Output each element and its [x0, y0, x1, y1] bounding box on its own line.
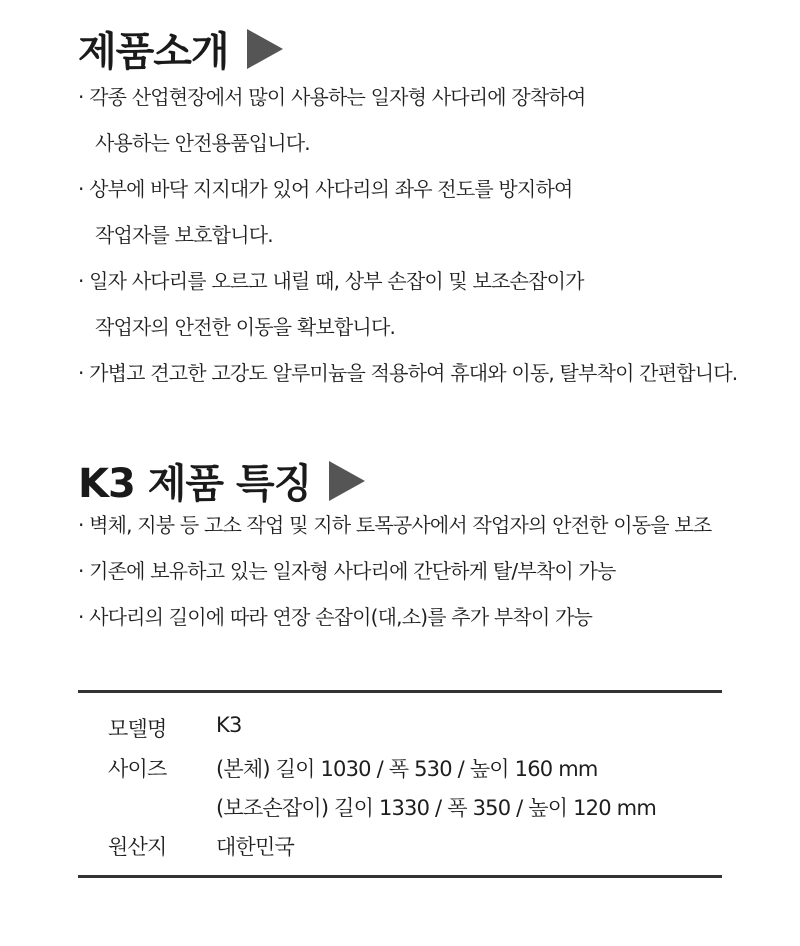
intro-line: · 각종 산업현장에서 많이 사용하는 일자형 사다리에 장착하여 [78, 85, 586, 109]
play-arrow-icon [247, 29, 283, 69]
intro-line: 작업자의 안전한 이동을 확보합니다. [95, 315, 396, 339]
spec-label: 원산지 [108, 835, 167, 859]
spec-value: K3 [216, 713, 242, 737]
intro-list [78, 86, 737, 408]
spec-label: 사이즈 [108, 757, 167, 781]
feature-line: · 사다리의 길이에 따라 연장 손잡이(대,소)를 추가 부착이 가능 [78, 605, 593, 629]
spec-value: 대한민국 [216, 835, 294, 859]
spec-table [78, 690, 722, 878]
feature-line: · 기존에 보유하고 있는 일자형 사다리에 간단하게 탈/부착이 가능 [78, 559, 616, 583]
intro-line: · 상부에 바닥 지지대가 있어 사다리의 좌우 전도를 방지하여 [78, 177, 573, 201]
intro-title: 제품소개 [78, 29, 229, 75]
intro-line: · 일자 사다리를 오르고 내릴 때, 상부 손잡이 및 보조손잡이가 [78, 269, 584, 293]
intro-line: 작업자를 보호합니다. [95, 223, 273, 247]
features-heading [78, 452, 365, 509]
spec-label: 모델명 [108, 717, 167, 741]
features-title: K3 제품 특징 [78, 461, 312, 507]
feature-line: · 벽체, 지붕 등 고소 작업 및 지하 토목공사에서 작업자의 안전한 이동을 보조 [78, 513, 712, 537]
intro-line: · 가볍고 견고한 고강도 알루미늄을 적용하여 휴대와 이동, 탈부착이 간편합니다. [78, 361, 738, 385]
features-list [78, 514, 711, 652]
intro-heading [78, 20, 283, 77]
spec-value: (본체) 길이 1030 / 폭 530 / 높이 160 mm [216, 757, 598, 781]
play-arrow-icon [329, 461, 365, 501]
intro-line: 사용하는 안전용품입니다. [95, 131, 310, 155]
spec-value: (보조손잡이) 길이 1330 / 폭 350 / 높이 120 mm [216, 796, 656, 820]
